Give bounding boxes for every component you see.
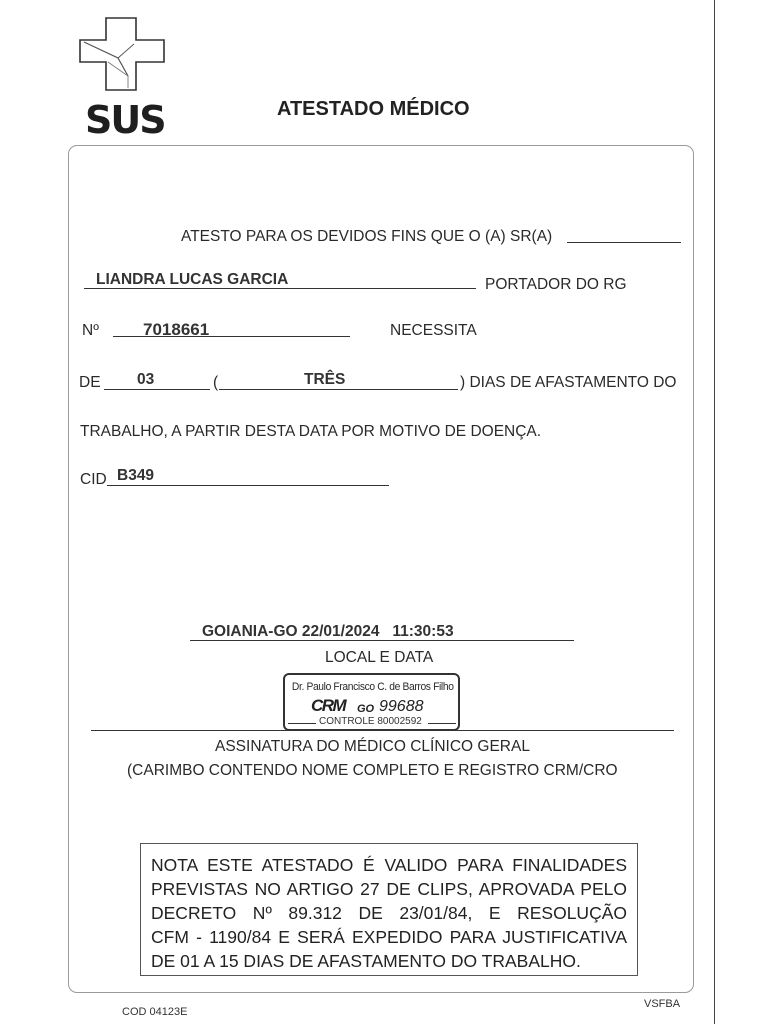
form-code: COD 04123E xyxy=(122,1006,188,1018)
needs-label: NECESSITA xyxy=(390,322,477,339)
signature-line xyxy=(91,730,674,731)
cid-line xyxy=(107,485,389,486)
days-words-line xyxy=(219,389,458,390)
days-suffix: ) DIAS DE AFASTAMENTO DO xyxy=(460,374,677,391)
cid-value: B349 xyxy=(117,467,155,484)
place-date-line xyxy=(190,640,574,641)
number-label: Nº xyxy=(82,322,99,339)
stamp-control-line-right xyxy=(428,723,456,724)
note-line: NOTA ESTE ATESTADO É VALIDO PARA FINALIDADES xyxy=(151,855,627,875)
note-line: PREVISTAS NO ARTIGO 27 DE CLIPS, APROVADA PELO xyxy=(151,879,627,899)
doctor-stamp xyxy=(283,673,460,731)
rg-number-line xyxy=(113,336,350,337)
stamp-state: GO xyxy=(357,703,375,715)
attest-text: ATESTO PARA OS DEVIDOS FINS QUE O (A) SR(A) xyxy=(181,228,553,245)
patient-name: LIANDRA LUCAS GARCIA xyxy=(96,271,289,288)
rg-label: PORTADOR DO RG xyxy=(485,276,627,293)
stamp-control: CONTROLE 80002592 xyxy=(319,716,422,727)
stamp-control-line-left xyxy=(288,723,316,724)
sus-cross-icon xyxy=(78,16,166,97)
stamp-crm-number: 99688 xyxy=(379,698,424,715)
days-number-line xyxy=(104,389,210,390)
note-line: CFM - 1190/84 E SERÁ EXPEDIDO PARA JUSTIFICATIVA xyxy=(151,927,627,947)
note-line: DE 01 A 15 DIAS DE AFASTAMENTO DO TRABALHO. xyxy=(151,951,581,971)
stamp-crm-mark: CRM xyxy=(311,696,346,715)
patient-name-line xyxy=(84,288,476,289)
days-words: TRÊS xyxy=(304,371,346,388)
form-right-code: VSFBA xyxy=(644,998,681,1010)
signature-label: ASSINATURA DO MÉDICO CLÍNICO GERAL xyxy=(215,738,530,755)
page-edge-line xyxy=(714,0,715,1024)
place-date-label: LOCAL E DATA xyxy=(325,649,434,666)
cid-label: CID xyxy=(80,471,107,488)
legal-note-box xyxy=(140,843,638,976)
days-number: 03 xyxy=(137,371,155,388)
work-reason-text: TRABALHO, A PARTIR DESTA DATA POR MOTIVO DE DOENÇA. xyxy=(80,423,542,440)
open-paren: ( xyxy=(213,374,219,391)
rg-number: 7018661 xyxy=(143,320,210,339)
stamp-instruction: (CARIMBO CONTENDO NOME COMPLETO E REGISTRO CRM/CRO xyxy=(127,762,618,779)
de-label: DE xyxy=(79,374,101,391)
stamp-doctor-name: Dr. Paulo Francisco C. de Barros Filho xyxy=(291,681,454,693)
document-title: ATESTADO MÉDICO xyxy=(277,98,470,120)
note-line: DECRETO Nº 89.312 DE 23/01/84, E RESOLUÇÃO xyxy=(151,903,627,923)
place-date: GOIANIA-GO 22/01/2024 11:30:53 xyxy=(202,623,454,640)
sus-logo-text: SUS xyxy=(85,98,165,142)
name-line-start xyxy=(567,242,681,243)
